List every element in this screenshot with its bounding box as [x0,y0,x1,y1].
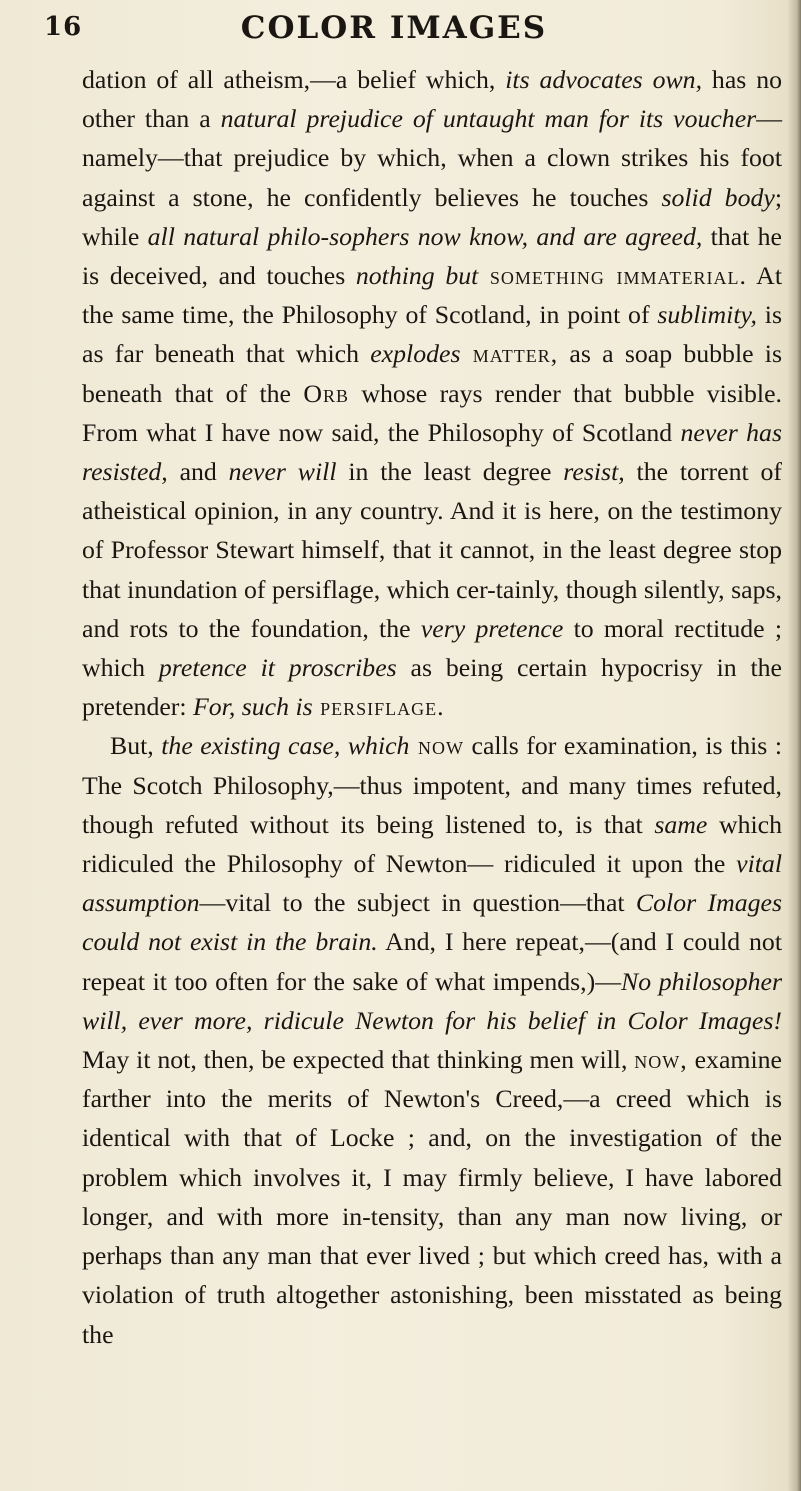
italic-run: resist, [563,457,625,487]
text-run: that he is deceived, and touches [82,221,782,291]
text-run: the torrent of atheistical opinion, in any country. And it is here, on the testimony of Professor Stewart himself, that it cannot, in the least degree stop that inundation of persiflage, which cer-tainly, though silently, saps, and rots to the foundation, the [82,457,782,643]
italic-run: never has resisted, [82,417,782,487]
text-run: has no other than a [82,65,782,134]
italic-run: Color Images could not exist in the brain. [82,888,782,957]
text-run: examine farther into the merits of Newton's Creed,—a creed which is identical with that of Locke ; and, on the investigation of the problem which involves it, I may firmly believe, I have labored longer, and with more in-tensity, than any man now living, or perhaps than any man that ever lived ; but which creed has, with a violation of truth altogether astonishing, been misstated as being the [82,1045,782,1349]
text-run: ; while [82,182,782,251]
italic-run: same [654,809,708,839]
text-run: is as far beneath that which [82,300,783,369]
small-caps-run: matter, [460,339,559,369]
text-run: and [167,457,229,487]
italic-run: vital assumption [82,849,782,918]
body-text [82,60,782,1354]
text-run: to moral rectitude ; which [82,613,782,683]
paragraph-2 [82,726,782,1353]
italic-run: explodes [370,339,461,369]
running-head: COLOR IMAGES [240,10,548,46]
text-run: calls for examination, is this : The Scotch Philosophy,—thus impotent, and many times refuted, though refuted without its being listened to, is that [82,731,783,839]
italic-run: pretence it proscribes [158,653,397,683]
italic-run: sublimity, [657,300,757,330]
paragraph-1 [82,60,782,726]
italic-run: natural prejudice of untaught man for its voucher [220,104,757,134]
italic-run: never will [228,457,337,487]
text-run: But, [110,731,162,761]
page-number: 16 [44,12,83,42]
italic-run: solid body [661,182,775,212]
small-caps-run: something immaterial. [478,261,747,291]
small-caps-run: Orb [303,378,349,408]
text-run: whose rays render that bubble visible. From what I have now said, the Philosophy of Scotland [82,378,782,447]
text-run: dation of all atheism,—a belief which, [82,65,506,94]
italic-run: its advocates own, [505,65,703,94]
text-run: in the least degree [336,457,564,487]
text-run: At the same time, the Philosophy of Scotland, in point of [82,261,782,330]
text-run: —vital to the subject in question—that [199,888,636,918]
italic-run: the existing case, which [161,731,410,761]
italic-run: all natural philo-sophers now know, and are agreed, [147,221,703,251]
text-run: And, I here repeat,—(and I could not repeat it too often for the sake of what impends,)— [82,927,782,996]
text-run: May it not, then, be expected that thinking men will, [82,1045,635,1075]
text-run: as a soap bubble is beneath that of the [82,339,782,408]
page-edge-shadow [787,0,801,1491]
small-caps-run: now, [634,1045,688,1075]
small-caps-run: persiflage. [312,692,445,722]
small-caps-run: now [409,731,464,761]
text-run: which ridiculed the Philosophy of Newton— ridiculed it upon the [82,809,782,879]
italic-run: very pretence [420,613,564,643]
italic-run: No philosopher will, ever more, ridicule Newton for his belief in Color Images! [82,966,782,1035]
italic-run: nothing but [355,261,479,291]
page-header [44,4,744,52]
text-run: —namely—that prejudice by which, when a clown strikes his foot against a stone, he confidently believes he touches [82,104,782,212]
text-run: as being certain hypocrisy in the pretender: [82,653,782,722]
italic-run: For, such is [193,692,313,722]
